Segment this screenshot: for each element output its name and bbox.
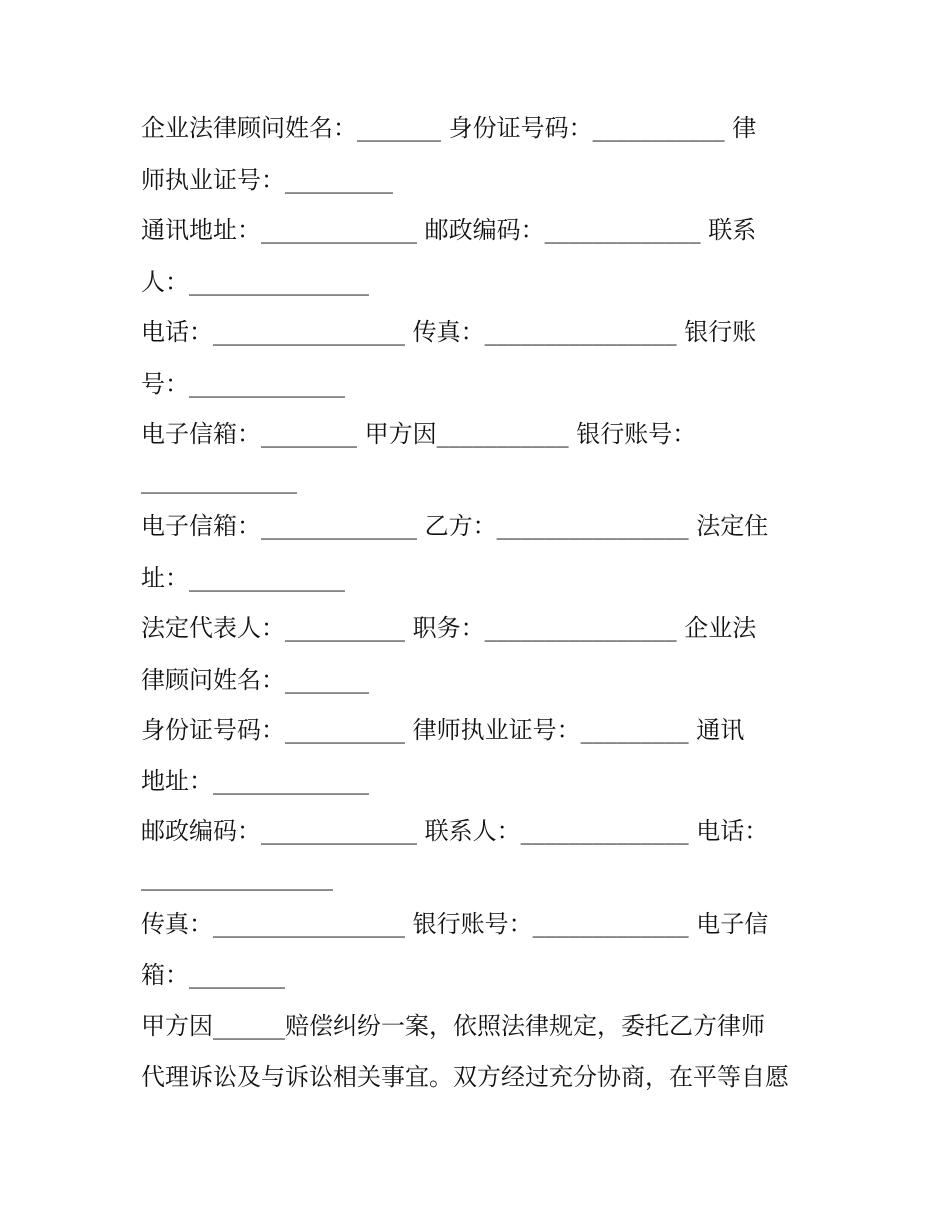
text-line: 师执业证号：_________ xyxy=(141,166,393,194)
text-line: 号：_____________ xyxy=(141,370,345,398)
text-line: 通讯地址：_____________ 邮政编码：_____________ 联系 xyxy=(141,216,757,244)
text-line: 箱：________ xyxy=(141,961,285,989)
text-line: 邮政编码：_____________ 联系人：______________ 电话： xyxy=(141,817,769,845)
text-line: 电话：________________ 传真：________________ 银行账 xyxy=(141,318,757,346)
text-line: 律顾问姓名：_______ xyxy=(141,666,369,694)
text-line: 电子信箱：_____________ 乙方：________________ 法定住 xyxy=(141,512,769,540)
text-line: 地址：_____________ xyxy=(141,767,369,795)
text-line: 址：_____________ xyxy=(141,564,345,592)
text-line: 身份证号码：__________ 律师执业证号：_________ 通讯 xyxy=(141,716,745,744)
text-line: _____________ xyxy=(141,466,297,494)
text-line: 甲方因______赔偿纠纷一案，依照法律规定，委托乙方律师 xyxy=(141,1012,765,1040)
text-line: 法定代表人：__________ 职务：________________ 企业法 xyxy=(141,614,757,642)
text-line: 人：_______________ xyxy=(141,268,369,296)
text-line: 企业法律顾问姓名：_______ 身份证号码：___________ 律 xyxy=(141,114,757,142)
text-line: 电子信箱：________ 甲方因___________ 银行账号： xyxy=(141,420,697,448)
text-line: 传真：________________ 银行账号：_____________ 电子信 xyxy=(141,910,769,938)
text-line: 代理诉讼及与诉讼相关事宜。双方经过充分协商，在平等自愿 xyxy=(141,1063,789,1091)
text-line: ________________ xyxy=(141,863,333,891)
